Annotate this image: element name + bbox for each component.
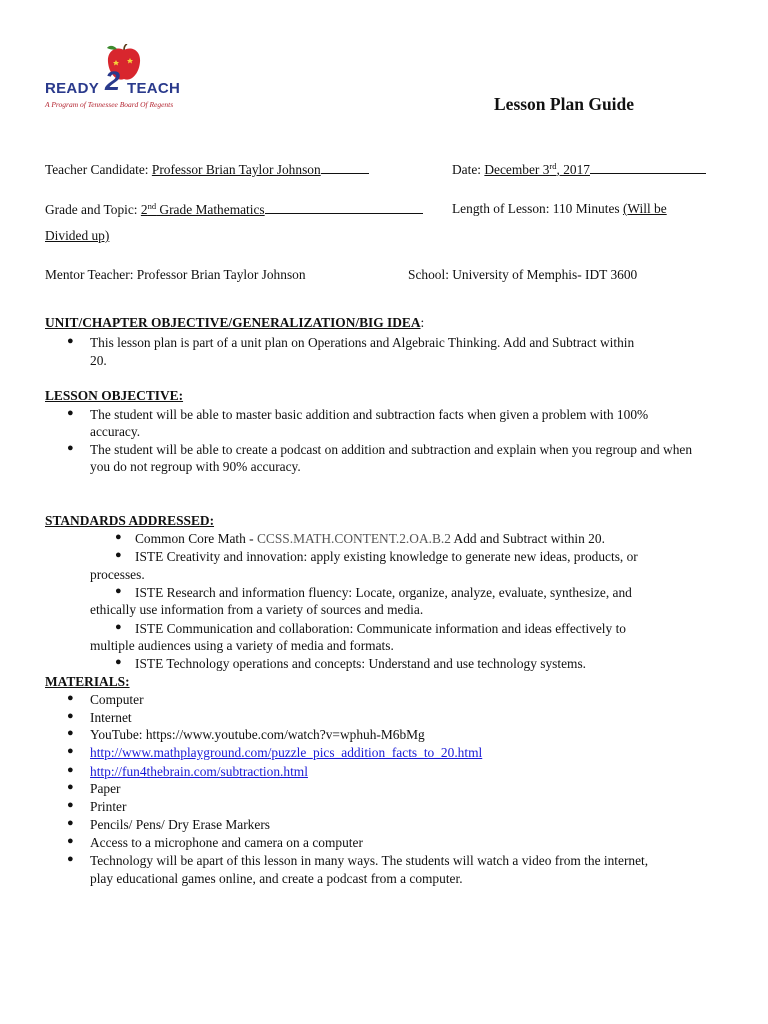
unit-objective-line1: This lesson plan is part of a unit plan on Operations and Algebraic Thinking. Add and Subtract within <box>90 335 635 350</box>
logo-text-2: 2 <box>105 66 121 96</box>
bullet-icon: ● <box>67 335 74 347</box>
bullet-icon: ● <box>67 835 74 847</box>
bullet-icon: ● <box>67 853 74 865</box>
lesson-objective-1-line2: accuracy. <box>90 424 141 439</box>
logo-text-teach: TEACH <box>127 80 181 97</box>
lesson-objective-2-line2: you do not regroup with 90% accuracy. <box>90 459 301 474</box>
material-item: Pencils/ Pens/ Dry Erase Markers <box>90 817 270 832</box>
bullet-icon: ● <box>115 621 122 633</box>
standard-iste-research-line2: ethically use information from a variety of sources and media. <box>90 602 424 617</box>
standard-iste-communication-line2: multiple audiences using a variety of media and formats. <box>90 638 394 653</box>
material-link-fun4thebrain[interactable]: http://fun4thebrain.com/subtraction.html <box>90 764 308 779</box>
date-value: December 3rd, 2017 <box>484 161 590 177</box>
bullet-icon: ● <box>67 727 74 739</box>
teacher-candidate-row <box>45 160 369 179</box>
material-item: Computer <box>90 692 144 707</box>
bullet-icon: ● <box>67 692 74 704</box>
grade-fill-line <box>265 200 423 214</box>
lesson-objective-2-line1: The student will be able to create a podcast on addition and subtraction and explain when you regroup and when <box>90 442 693 457</box>
mentor-teacher: Mentor Teacher: Professor Brian Taylor Johnson <box>45 267 306 282</box>
school: School: University of Memphis- IDT 3600 <box>408 267 638 282</box>
ready2teach-logo <box>45 44 185 112</box>
teacher-label: Teacher Candidate: <box>45 162 152 177</box>
bullet-icon: ● <box>67 817 74 829</box>
unit-objective-heading: UNIT/CHAPTER OBJECTIVE/GENERALIZATION/BIG IDEA: <box>45 315 425 330</box>
lesson-objective-1-line1: The student will be able to master basic addition and subtraction facts when given a problem with 100% <box>90 407 649 422</box>
page-title: Lesson Plan Guide <box>494 94 635 114</box>
bullet-icon: ● <box>115 585 122 597</box>
length-note-continued: Divided up) <box>45 228 110 243</box>
length-label: Length of Lesson: 110 Minutes <box>452 201 623 216</box>
grade-label: Grade and Topic: <box>45 202 141 217</box>
standard-iste-technology: ISTE Technology operations and concepts: Understand and use technology systems. <box>135 656 587 671</box>
bullet-icon: ● <box>115 656 122 668</box>
standard-common-core: Common Core Math - CCSS.MATH.CONTENT.2.OA.B.2 Add and Subtract within 20. <box>135 531 605 546</box>
standard-iste-creativity-line2: processes. <box>90 567 145 582</box>
lesson-objective-heading: LESSON OBJECTIVE: <box>45 388 184 403</box>
standards-heading: STANDARDS ADDRESSED: <box>45 513 215 528</box>
bullet-icon: ● <box>67 764 74 776</box>
standard-iste-creativity-line1: ISTE Creativity and innovation: apply existing knowledge to generate new ideas, products, or <box>135 549 638 564</box>
bullet-icon: ● <box>115 531 122 543</box>
teacher-value: Professor Brian Taylor Johnson <box>151 162 321 177</box>
material-item: Printer <box>90 799 127 814</box>
logo-text-ready: READY <box>45 80 100 97</box>
bullet-icon: ● <box>67 442 74 454</box>
material-link-mathplayground[interactable]: http://www.mathplayground.com/puzzle_pics_addition_facts_to_20.html <box>90 745 483 760</box>
bullet-icon: ● <box>67 710 74 722</box>
logo-tagline: A Program of Tennessee Board Of Regents <box>45 100 174 109</box>
material-item-youtube: YouTube: https://www.youtube.com/watch?v=wphuh-M6bMg <box>90 727 425 742</box>
teacher-fill-line <box>321 160 369 174</box>
bullet-icon: ● <box>67 799 74 811</box>
bullet-icon: ● <box>67 407 74 419</box>
standard-iste-research-line1: ISTE Research and information fluency: Locate, organize, analyze, evaluate, synthesize, and <box>135 585 632 600</box>
length-note: (Will be <box>622 201 667 216</box>
bullet-icon: ● <box>67 745 74 757</box>
material-item: Access to a microphone and camera on a computer <box>90 835 363 850</box>
material-technology-line1: Technology will be apart of this lesson in many ways. The students will watch a video from the internet, <box>90 853 649 868</box>
bullet-icon: ● <box>115 549 122 561</box>
date-label: Date: <box>452 162 485 177</box>
material-item: Internet <box>90 710 132 725</box>
length-row <box>452 200 667 218</box>
unit-objective-line2: 20. <box>90 353 107 368</box>
grade-value: 2nd Grade Mathematics <box>140 201 265 217</box>
date-row <box>452 160 706 181</box>
materials-heading: MATERIALS: <box>45 674 130 689</box>
date-fill-line <box>590 160 706 174</box>
standard-iste-communication-line1: ISTE Communication and collaboration: Communicate information and ideas effectively to <box>135 621 626 636</box>
grade-topic-row <box>45 200 423 221</box>
material-item: Paper <box>90 781 121 796</box>
bullet-icon: ● <box>67 781 74 793</box>
material-technology-line2: play educational games online, and create a podcast from a computer. <box>90 871 463 886</box>
